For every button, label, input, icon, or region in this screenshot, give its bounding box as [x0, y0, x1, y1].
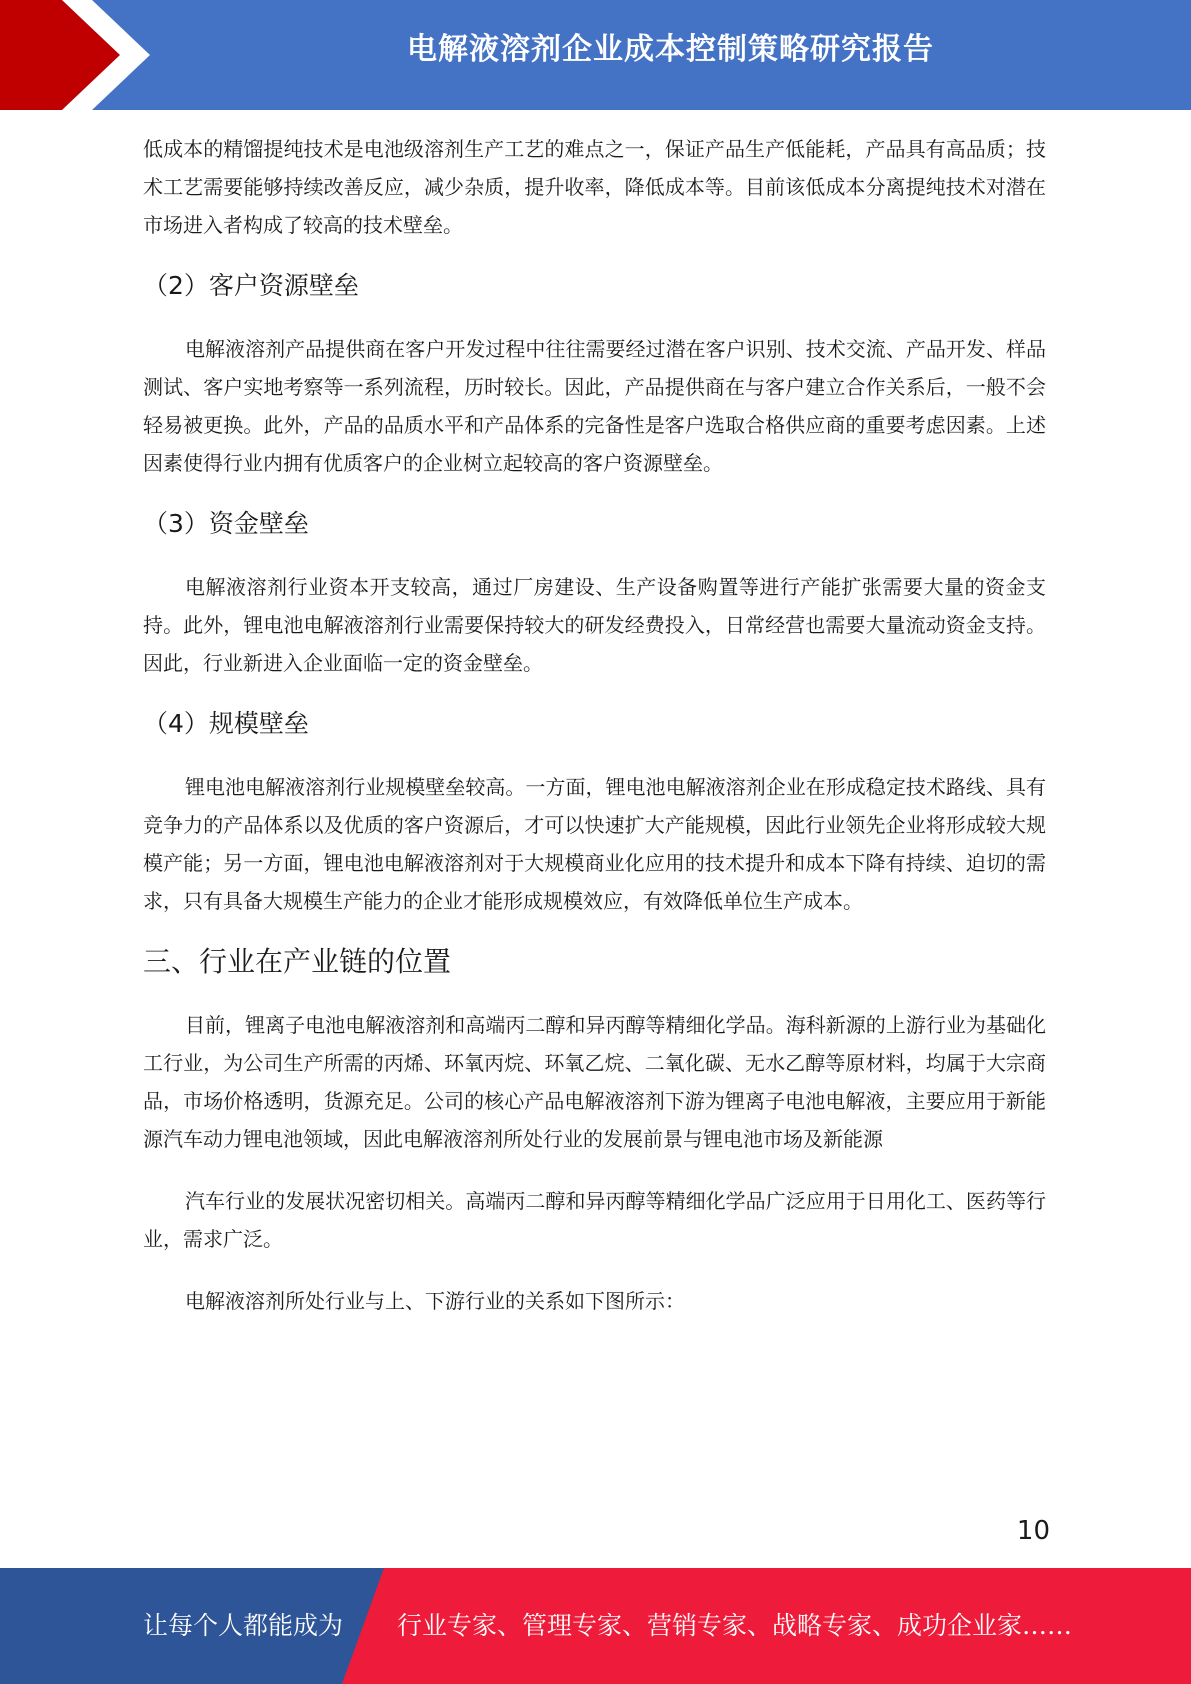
paragraph-downstream-demand: 汽车行业的发展状况密切相关。高端丙二醇和异丙醇等精细化学品广泛应用于日用化工、医药等行业，需求广泛。 — [143, 1189, 1046, 1251]
page-content — [143, 130, 1046, 1320]
heading-scale-barrier: （4）规模壁垒 — [143, 709, 309, 738]
paragraph-industry-chain: 目前，锂离子电池电解液溶剂和高端丙二醇和异丙醇等精细化学品。海科新源的上游行业为基础化工行业，为公司生产所需的丙烯、环氧丙烷、环氧乙烷、二氧化碳、无水乙醇等原材料，均属于大宗商品，市场价格透明，货源充足。公司的核心产品电解液溶剂下游为锂离子电池电解液，主要应用于新能源汽车动力锂电池领域，因此电解液溶剂所处行业的发展前景与锂电池市场及新能源 — [143, 1013, 1046, 1151]
paragraph-figure-intro: 电解液溶剂所处行业与上、下游行业的关系如下图所示： — [185, 1289, 685, 1313]
heading-capital-barrier: （3）资金壁垒 — [143, 509, 309, 538]
paragraph-scale-barrier: 锂电池电解液溶剂行业规模壁垒较高。一方面，锂电池电解液溶剂企业在形成稳定技术路线、具有竞争力的产品体系以及优质的客户资源后，才可以快速扩大产能规模，因此行业领先企业将形成较大规模产能；另一方面，锂电池电解液溶剂对于大规模商业化应用的技术提升和成本下降有持续、迫切的需求，只有具备大规模生产能力的企业才能形成规模效应，有效降低单位生产成本。 — [143, 775, 1046, 913]
footer-slogan-right: 行业专家、管理专家、营销专家、战略专家、成功企业家…… — [397, 1611, 1073, 1640]
section-heading-industry-chain: 三、行业在产业链的位置 — [143, 945, 452, 978]
page-footer — [0, 1568, 1191, 1684]
page-number: 10 — [1016, 1516, 1050, 1546]
paragraph-capital-barrier: 电解液溶剂行业资本开支较高，通过厂房建设、生产设备购置等进行产能扩张需要大量的资金支持。此外，锂电池电解液溶剂行业需要保持较大的研发经费投入，日常经营也需要大量流动资金支持。因此，行业新进入企业面临一定的资金壁垒。 — [143, 575, 1046, 675]
paragraph-tech-barrier: 低成本的精馏提纯技术是电池级溶剂生产工艺的难点之一，保证产品生产低能耗，产品具有高品质；技术工艺需要能够持续改善反应，减少杂质，提升收率，降低成本等。目前该低成本分离提纯技术对潜在市场进入者构成了较高的技术壁垒。 — [143, 137, 1046, 237]
footer-slogan-left: 让每个人都能成为 — [143, 1611, 344, 1640]
paragraph-customer-barrier: 电解液溶剂产品提供商在客户开发过程中往往需要经过潜在客户识别、技术交流、产品开发、样品测试、客户实地考察等一系列流程，历时较长。因此，产品提供商在与客户建立合作关系后，一般不会轻易被更换。此外，产品的品质水平和产品体系的完备性是客户选取合格供应商的重要考虑因素。上述因素使得行业内拥有优质客户的企业树立起较高的客户资源壁垒。 — [143, 337, 1046, 475]
document-title: 电解液溶剂企业成本控制策略研究报告 — [407, 32, 934, 67]
page-header — [0, 0, 1191, 110]
heading-customer-barrier: （2）客户资源壁垒 — [143, 271, 359, 300]
